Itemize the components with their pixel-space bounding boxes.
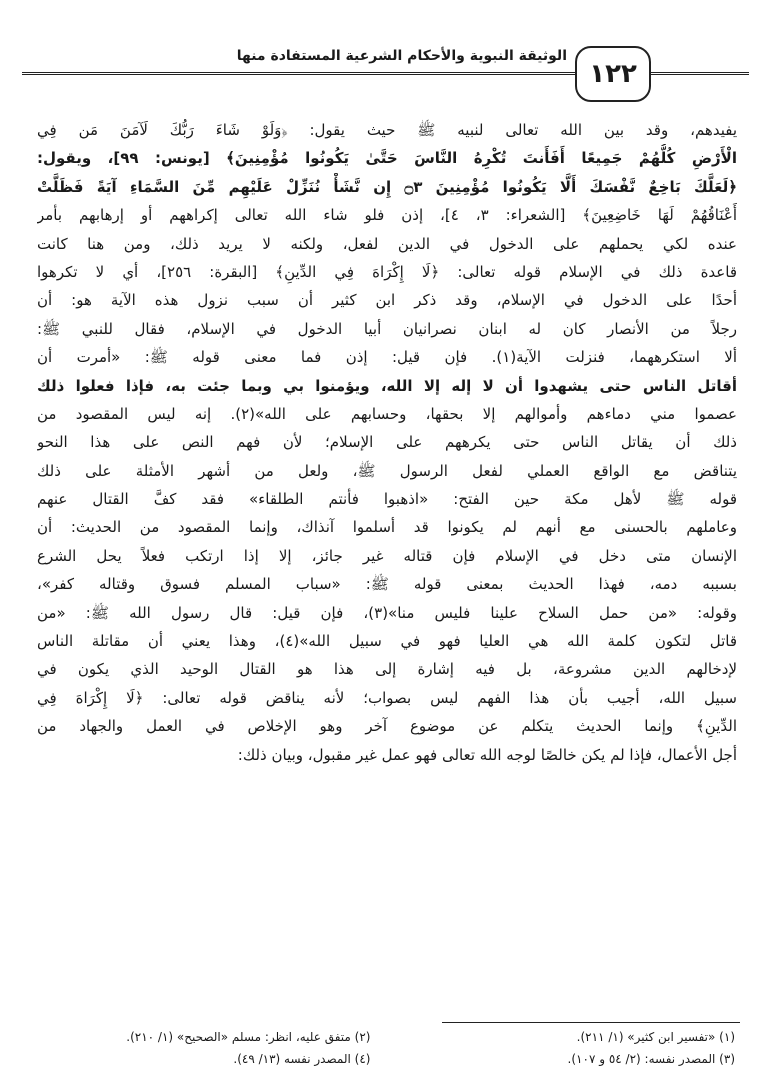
text-line: وقوله: «من حمل السلاح علينا فليس منا»(٣)، فإن قيل: قال رسول الله ﷺ: «من xyxy=(37,603,737,622)
text-line: لإدخالهم الدين مشروعة، بل فيه إشارة إلى هذا هو القتال الوحيد الذي يكون في xyxy=(37,660,737,679)
running-title: الوثيقة النبوية والأحكام الشرعية المستفادة منها xyxy=(233,48,571,64)
text-line: الدِّينِ﴾ وإنما الحديث يتكلم عن موضوع آخر وهو الإخلاص في العمل والجهاد من xyxy=(37,717,737,736)
text-line: أحدًا على الدخول في الإسلام، وقد ذكر ابن كثير أن سبب نزول هذه الآية هو: أن xyxy=(37,291,737,310)
text-line: قوله ﷺ لأهل مكة حين الفتح: «اذهبوا فأنتم الطلقاء» فقد كفَّ القتال عنهم xyxy=(37,490,737,509)
body-text xyxy=(37,116,737,769)
text-line: ذلك أن يقاتل الناس حتى يكرههم على الإسلام؛ لأن فهم النص على هذا النحو xyxy=(37,433,737,452)
footnote-1: (١) «تفسير ابن كثير» (١/ ٢١١). xyxy=(576,1030,735,1044)
text-line: قاتل لتكون كلمة الله هي العليا فهو في سبيل الله»(٤)، وهذا يعني أن مقاتلة الناس xyxy=(37,632,737,651)
footnote-4: (٤) المصدر نفسه (١٣/ ٤٩). xyxy=(233,1052,371,1066)
page-header xyxy=(22,42,749,106)
footnote-separator xyxy=(442,1022,740,1023)
text-line: قاعدة ذلك في الإسلام قوله تعالى: ﴿لَا إِكْرَاهَ فِي الدِّينِ﴾ [البقرة: ٢٥٦]، أي لا تكرهوا xyxy=(37,262,737,281)
footnotes xyxy=(34,1026,735,1070)
text-line: الإنسان متى دخل في الإسلام فإن قتاله غير جائز، إلا إذا ارتكب فعلاً يحل الشرع xyxy=(37,546,737,565)
text-line: بسببه دمه، فهذا الحديث بمعنى قوله ﷺ: «سباب المسلم فسوق وقتاله كفر»، xyxy=(37,575,737,594)
text-line: عنده لكي يحملهم على الدخول في الدين لفعل، ولكنه لا يريد ذلك، ومن هنا كانت xyxy=(37,234,737,253)
text-line: ألا استكرههما، فنزلت الآية(١). فإن قيل: إذن فما معنى قوله ﷺ: «أمرت أن xyxy=(37,348,737,367)
text-line: عصموا مني دماءهم وأموالهم إلا بحقها، وحسابهم على الله»(٢). إنه ليس المقصود من xyxy=(37,404,737,423)
text-line: أجل الأعمال، فإذا لم يكن خالصًا لوجه الله تعالى فهو عمل غير مقبول، وبيان ذلك: xyxy=(237,745,737,764)
page-number: ١٢٢ xyxy=(575,46,651,102)
footnote-3: (٣) المصدر نفسه: (٢/ ٥٤ و ١٠٧). xyxy=(567,1052,735,1066)
text-line: يتناقض مع الواقع العملي لفعل الرسول ﷺ، ولعل من أشهر الأمثلة على ذلك xyxy=(37,461,737,480)
text-line: يفيدهم، وقد بين الله تعالى لنبيه ﷺ حيث يقول: ﴿وَلَوْ شَاءَ رَبُّكَ لَآمَنَ مَن فِي xyxy=(37,121,737,139)
text-line: الْأَرْضِ كُلُّهُمْ جَمِيعًا أَفَأَنتَ تُكْرِهُ النَّاسَ حَتَّىٰ يَكُونُوا مُؤْمِنِينَ﴾ [يونس: ٩٩]، ويقول: xyxy=(37,149,737,168)
footnote-2: (٢) متفق عليه، انظر: مسلم «الصحيح» (١/ ٢١٠). xyxy=(126,1030,371,1044)
text-line: أَعْنَاقُهُمْ لَهَا خَاضِعِينَ﴾ [الشعراء: ٣، ٤]، إذن فلو شاء الله تعالى إكراههم أو إرهابهم بأمر xyxy=(37,206,737,225)
text-line: وعاملهم بالحسنى مع أنهم لم يكونوا قد أسلموا آنذاك، وإنما المقصود من الحديث: أن xyxy=(37,518,737,537)
text-line: ﴿لَعَلَّكَ بَاخِعٌ نَّفْسَكَ أَلَّا يَكُونُوا مُؤْمِنِينَ ۝٣ إِن نَّشَأْ نُنَزِّلْ عَلَيْهِم مِّنَ السَّمَاءِ آيَةً فَظَلَّتْ xyxy=(37,177,737,196)
text-line: رجلاً من الأنصار كان له ابنان نصرانيان أبيا الدخول في الإسلام، فقال للنبي ﷺ: xyxy=(37,319,737,338)
text-line: أقاتل الناس حتى يشهدوا أن لا إله إلا الله، ويؤمنوا بي وبما جئت به، فإذا فعلوا ذلك xyxy=(37,376,737,395)
text-line: سبيل الله، أجيب بأن هذا الفهم ليس بصواب؛ لأنه يناقض قوله تعالى: ﴿لَا إِكْرَاهَ فِي xyxy=(37,688,737,707)
